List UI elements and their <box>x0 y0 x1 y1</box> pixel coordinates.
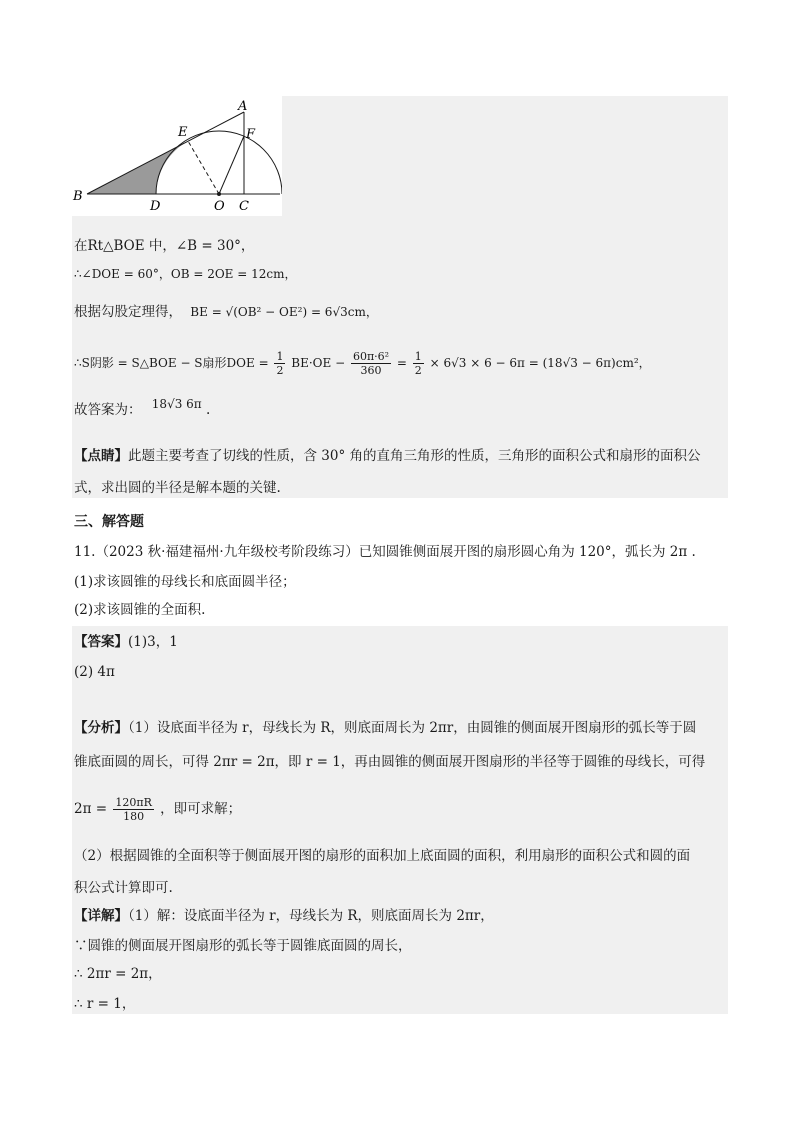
label-A: A <box>238 99 248 114</box>
detail-text-1: （1）解：设底面半径为 r，母线长为 R，则底面周长为 2πr， <box>128 908 494 924</box>
analysis-label: 【分析】 <box>74 720 128 736</box>
answer-dot: . <box>205 402 211 418</box>
analysis-line-5: 积公式计算即可. <box>74 880 173 896</box>
fraction-half-1: $\frac{1}{2}$ <box>276 350 284 377</box>
analysis-line-3-lhs: 2π = <box>74 801 112 817</box>
comment-line-1 <box>74 446 701 466</box>
detail-line-4: ∴ r = 1， <box>74 996 136 1012</box>
fraction-half-2: $\frac{1}{2}$ <box>414 350 422 377</box>
solution-line-4 <box>74 350 651 377</box>
section-heading: 三、解答题 <box>74 514 144 530</box>
solution-line-2: ∴∠DOE = 60°，OB = 2OE = 12cm， <box>74 267 297 281</box>
answer-line <box>74 397 211 420</box>
detail-line-3: ∴ 2πr = 2π， <box>74 966 162 982</box>
solution-line-1: 在Rt△BOE 中，∠B = 30°， <box>74 238 255 254</box>
answer-part-1-text: (1)3，1 <box>128 634 178 650</box>
fraction-sector-area: $\frac{\text{60π·6²}}{360}$ <box>352 350 390 377</box>
answer-value: 18√3 6π <box>151 397 202 411</box>
label-O: O <box>214 199 225 214</box>
label-B: B <box>73 189 83 204</box>
semicircle-arc <box>156 131 282 194</box>
point-O <box>217 192 221 196</box>
question-part-1: (1)求该圆锥的母线长和底面圆半径； <box>74 574 296 590</box>
solution-line-3-prefix: 根据勾股定理得， <box>74 304 182 320</box>
line-OE-dashed <box>188 141 219 194</box>
solution-line-4-start: ∴S阴影 = S△BOE − S扇形DOE = <box>74 356 273 370</box>
label-C: C <box>239 199 249 214</box>
line-OF <box>219 136 244 194</box>
answer-part-1 <box>74 632 178 652</box>
label-F: F <box>246 127 256 142</box>
analysis-text-1: （1）设底面半径为 r，母线长为 R，则底面周长为 2πr，由圆锥的侧面展开图扇形的弧长等于圆 <box>128 720 697 736</box>
comment-text-1: 此题主要考查了切线的性质，含 30° 角的直角三角形的性质，三角形的面积公式和扇形的面积公 <box>128 448 701 464</box>
geometry-figure <box>70 96 282 216</box>
analysis-line-3 <box>74 796 241 823</box>
analysis-line-2: 锥底面圆的周长，可得 2πr = 2π，即 r = 1，再由圆锥的侧面展开图扇形的半径等于圆锥的母线长，可得 <box>74 754 706 770</box>
line-BA <box>87 112 244 194</box>
label-E: E <box>178 125 188 140</box>
analysis-line-1 <box>74 718 696 738</box>
solution-line-3 <box>74 302 378 322</box>
solution-line-3-formula: BE = √(OB² − OE²) = 6√3cm， <box>190 305 378 319</box>
answer-part-2: (2) 4π <box>74 664 115 680</box>
answer-label: 【答案】 <box>74 634 128 650</box>
question-line-1: 11.（2023 秋·福建福州·九年级校考阶段练习）已知圆锥侧面展开图的扇形圆心角为 120°，弧长为 2π . <box>74 544 696 560</box>
solution-line-4-end: × 6√3 × 6 − 6π = (18√3 − 6π)cm²， <box>429 356 651 370</box>
comment-label: 【点睛】 <box>74 448 128 464</box>
solution-line-4-mid: BE·OE − <box>291 356 346 370</box>
detail-line-2: ∵圆锥的侧面展开图扇形的弧长等于圆锥底面圆的周长， <box>74 938 412 954</box>
solution-line-4-eq: = <box>396 356 411 370</box>
fraction-arc-length: $\frac{120\pi R}{180}$ <box>115 796 152 823</box>
answer-prefix: 故答案为： <box>74 402 142 418</box>
detail-label: 【详解】 <box>74 908 128 924</box>
comment-line-2: 式，求出圆的半径是解本题的关键. <box>74 480 281 496</box>
detail-line-1 <box>74 906 494 926</box>
analysis-line-4: （2）根据圆锥的全面积等于侧面展开图的扇形的面积加上底面圆的面积，利用扇形的面积公式和圆的面 <box>74 848 691 864</box>
analysis-line-3-rhs: ，即可求解； <box>160 801 242 817</box>
label-D: D <box>150 199 161 214</box>
question-part-2: (2)求该圆锥的全面积. <box>74 602 206 618</box>
